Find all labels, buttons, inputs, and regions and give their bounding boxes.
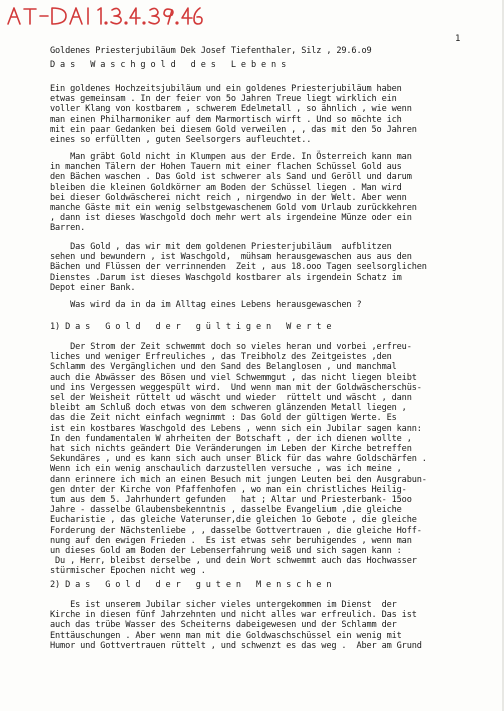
document-header: Goldenes Priesterjubiläum Dek Josef Tiefenthaler, Silz , 29.6.o9 xyxy=(50,46,372,56)
paragraph-section-2: Es ist unserem Jubilar sicher vieles untergekommen im Dienst der Kirche in diesen fünf Jahrzehnten und nicht alles war erfreulich. Das ist auch das trübe Wasser des Scheiterns dabeigewesen und der Schlamm der Enttäuschungen . Aber wenn man mit die Goldwaschschüssel ein wenig mit Humor und Gottvertrauen rüttelt , und schwenzt es das weg . Aber am Grund xyxy=(50,600,422,651)
paragraph-gold-washing: Man gräbt Gold nicht in Klumpen aus der Erde. In Österreich kann man in manchen Tälern der Hohen Tauern mit einer flachen Schüssel Gold aus den Bächen waschen . Das Gold ist schwerer als Sand und Geröll und darum bleiben die kleinen Goldkörner am Boden der Schüssel liegen . Man wird bei dieser Goldwäscherei nicht reich , nirgendwo in der Welt. Aber wenn manche Gäste mit ein wenig selbstgewaschenem Gold vom Urlaub zurückkehren , dann ist dieses Waschgold doch mehr wert als irgendeine Münze oder ein Barren. xyxy=(50,152,417,234)
paragraph-section-1: Der Strom der Zeit schwemmt doch so vieles heran und vorbei ,erfreu- liches und weniger Erfreuliches , das Treibholz des Zeitgeistes ,den Schlamm des Vergänglichen und den Sand des Belanglosen , und manchmal auch die Abwässer des Bösen und viel Schwemmgut , das nicht liegen bleibt und ins Vergessen weggespült wird. Und wenn man mit der Goldwäscherschüs- sel der Weisheit rüttelt ud wäscht und wieder rüttelt und wäscht , dann bleibt am Schluß doch etwas von dem schweren glänzenden Metall liegen , das die Zeit nicht einfach wegnimmt : Das Gold der gültigen Werte. Es ist ein kostbares Waschgold des Lebens , wenn sich ein Jubilar sagen kann: In den fundamentalen W ahrheiten der Botschaft , der ich dienen wollte , hat sich nichts geändert Die Veränderungen im Leben der Kirche betreffen Sekundäres , und es kann sich auch unser Blick für das wahre Goldschärfen . Wenn ich ein wenig anschaulich darzustellen versuche , was ich meine , dann erinnere ich mich an einen Besuch mit jungen Leuten bei den Ausgrabun- gen dnter der Kirche von Pfaffenhofen , wo man ein christliches Heilig- tum aus dem 5. Jahrhundert gefunden hat ; Altar und Priesterbank- 15oo Jahre - dasselbe Glaubensbekenntnis , dasselbe Evangelium ,die gleiche Eucharistie , das gleiche Vaterunser,die gleichen 1o Gebote , die gleiche Forderung der Nächstenliebe , , dasselbe Gottvertrauen , die gleiche Hoff- nung auf den ewigen Frieden . Es ist etwas sehr beruhigendes , wenn man un dieses Gold am Boden der Lebenserfahrung weiß und sich sagen kann : Du , Herr, bleibst derselbe , und dein Wort schwemmt auch das Hochwasser stürmischer Epochen nicht weg . xyxy=(50,342,427,577)
document-title: D a s W a s c h g o l d d e s L e b e n s xyxy=(50,60,287,70)
section-heading-2: 2) D a s G o l d d e r g u t e n M e n s c h e n xyxy=(50,580,332,590)
archive-stamp-handwritten xyxy=(4,4,204,28)
paragraph-jubilee-gold: Das Gold , das wir mit dem goldenen Priesterjubiläum aufblitzen sehen und bewundern , ist Waschgold, mühsam herausgewaschen aus aus den Bächen und Flüssen der verrinnenden Zeit , aus 18.ooo Tagen seelsorglichen Dienstes .Darum ist dieses Waschgold kostbarer als irgendein Schatz im Depot einer Bank. xyxy=(50,242,427,293)
paragraph-intro: Ein goldenes Hochzeitsjubiläum und ein goldenes Priesterjubiläum haben etwas gemeinsam . In der feier von 5o Jahren Treue liegt wirklich ein voller Klang von kostbarem , schwerem Edelmetall , so ähnlich , wie wenn man einen Philharmoniker auf dem Marmortisch wirft . Und so möchte ich mit ein paar Gedanken bei diesem Gold verweilen , , das mit den 5o Jahren eines so erfüllten , guten Seelsorgers aufleuchtet.. xyxy=(50,84,417,146)
paragraph-question: Was wird da in da im Alltag eines Lebens herausgewaschen ? xyxy=(50,300,362,310)
section-heading-1: 1) D a s G o l d d e r g ü l t i g e n W e r t e xyxy=(50,322,332,332)
page-number: 1 xyxy=(455,34,461,44)
